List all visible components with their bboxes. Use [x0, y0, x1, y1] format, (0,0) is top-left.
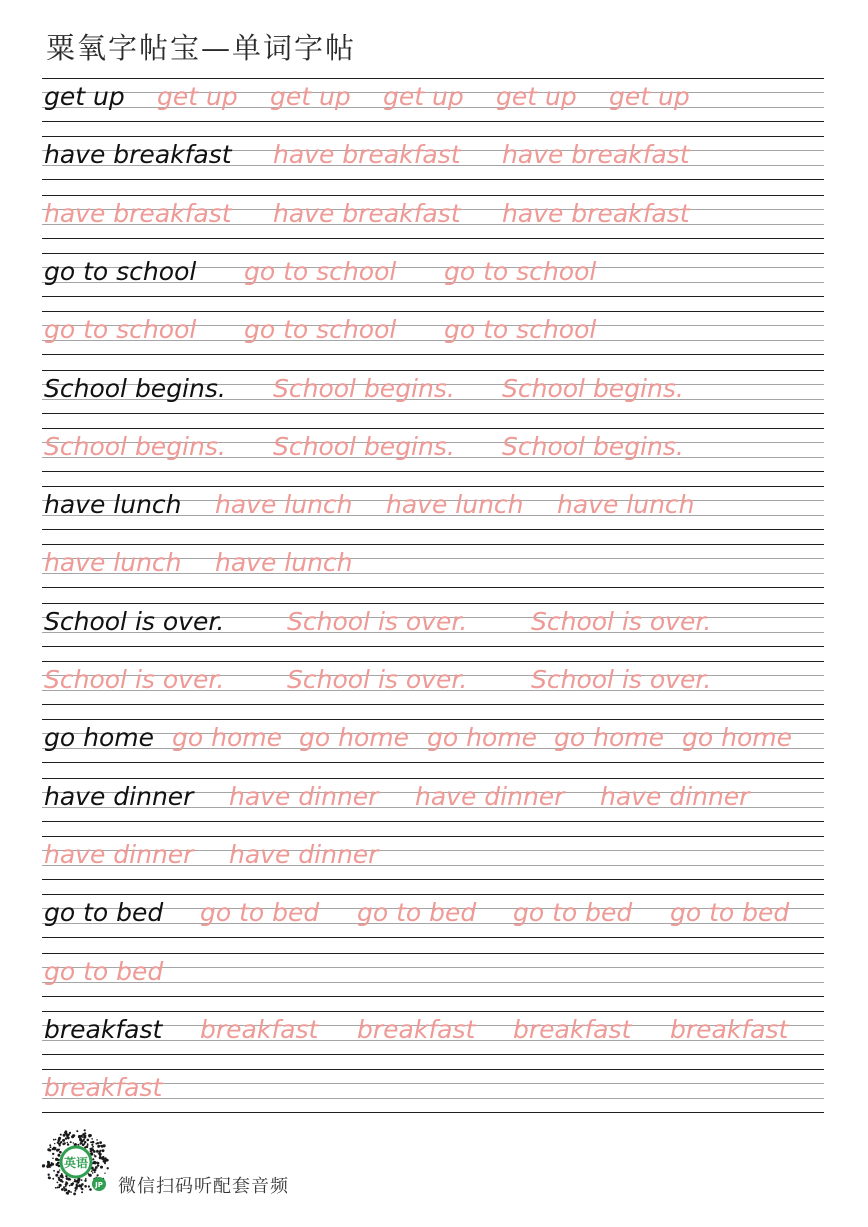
practice-row [42, 603, 824, 647]
guide-line [42, 778, 824, 779]
practice-row [42, 778, 824, 822]
qr-dot [59, 1142, 61, 1144]
practice-row [42, 370, 824, 414]
qr-dot [69, 1191, 71, 1193]
qr-dot [91, 1170, 93, 1172]
qr-dot [99, 1141, 102, 1144]
trace-phrase: go to school [244, 257, 397, 286]
qr-dot [76, 1130, 78, 1132]
qr-dot [82, 1137, 83, 1138]
qr-dot [49, 1144, 51, 1146]
qr-dot [65, 1137, 67, 1139]
qr-dot [58, 1137, 61, 1140]
guide-line [42, 354, 824, 355]
qr-dot [53, 1147, 56, 1150]
qr-dot [82, 1143, 85, 1146]
qr-dot [84, 1180, 86, 1182]
qr-dot [66, 1192, 69, 1195]
model-phrase: breakfast [44, 1015, 163, 1044]
qr-dot [94, 1171, 96, 1173]
guide-line [42, 603, 824, 604]
trace-phrase: go home [427, 723, 537, 752]
qr-dot [86, 1146, 89, 1149]
qr-dot [77, 1179, 80, 1182]
trace-phrase: breakfast [44, 1073, 163, 1102]
guide-line [42, 996, 824, 997]
trace-phrase: breakfast [200, 1015, 319, 1044]
qr-dot [97, 1162, 99, 1164]
practice-sheet [42, 0, 824, 1227]
guide-line [42, 937, 824, 938]
qr-dot [63, 1186, 65, 1188]
guide-line [42, 704, 824, 705]
practice-row [42, 1011, 824, 1055]
qr-dot [67, 1143, 69, 1145]
model-phrase: School begins. [44, 374, 226, 403]
trace-phrase: School is over. [531, 607, 712, 636]
qr-dot [53, 1139, 55, 1141]
trace-phrase: breakfast [513, 1015, 632, 1044]
qr-dot [60, 1134, 62, 1136]
trace-phrase: breakfast [670, 1015, 789, 1044]
qr-dot [53, 1178, 54, 1179]
trace-phrase: have lunch [386, 490, 524, 519]
qr-dot [74, 1190, 76, 1192]
qr-dot [90, 1141, 92, 1143]
guide-line [42, 1011, 824, 1012]
trace-phrase: get up [496, 82, 577, 111]
guide-line [42, 253, 824, 254]
guide-line [42, 370, 824, 371]
qr-dot [55, 1139, 57, 1141]
practice-row [42, 719, 824, 763]
trace-phrase: School begins. [273, 432, 455, 461]
guide-line [42, 195, 824, 196]
qr-dot [57, 1182, 59, 1184]
qr-dot [57, 1159, 59, 1161]
qr-dot [84, 1129, 86, 1131]
trace-phrase: get up [157, 82, 238, 111]
trace-phrase: have dinner [229, 782, 379, 811]
qr-dot [100, 1166, 103, 1169]
guide-line [42, 311, 824, 312]
qr-dot [54, 1143, 55, 1144]
trace-phrase: have dinner [415, 782, 565, 811]
qr-dot [104, 1162, 106, 1164]
qr-dot [64, 1188, 67, 1191]
practice-row [42, 195, 824, 239]
model-phrase: go to school [44, 257, 197, 286]
trace-phrase: go to bed [44, 957, 164, 986]
guide-line [42, 296, 824, 297]
trace-phrase: get up [270, 82, 351, 111]
qr-dot [92, 1146, 94, 1148]
guide-line [42, 413, 824, 414]
qr-dot [57, 1171, 60, 1174]
guide-line [42, 428, 824, 429]
qr-dot [58, 1187, 60, 1189]
guide-line [42, 544, 824, 545]
practice-row [42, 253, 824, 297]
practice-row [42, 836, 824, 880]
trace-phrase: have lunch [215, 548, 353, 577]
trace-phrase: go to bed [513, 898, 633, 927]
guide-line [42, 179, 824, 180]
qr-dot [89, 1188, 92, 1191]
qr-dot [64, 1132, 66, 1134]
qr-dot [50, 1146, 52, 1148]
page-title: 粟氧字帖宝—单词字帖 [46, 31, 357, 65]
qr-dot [73, 1193, 76, 1196]
trace-phrase: School begins. [502, 374, 684, 403]
qr-corner-label: JP [95, 1181, 103, 1189]
qr-dot [57, 1142, 59, 1144]
model-phrase: go to bed [44, 898, 164, 927]
guide-line [42, 836, 824, 837]
guide-line [42, 1069, 824, 1070]
model-phrase: get up [44, 82, 125, 111]
qr-dot [102, 1149, 105, 1152]
qr-dot [65, 1183, 68, 1186]
qr-dot [79, 1186, 81, 1188]
guide-line [42, 953, 824, 954]
qr-dot [59, 1144, 61, 1146]
guide-line [42, 1054, 824, 1055]
qr-dot [51, 1163, 54, 1166]
qr-dot [61, 1176, 63, 1178]
qr-dot [48, 1177, 51, 1180]
qr-dot [101, 1157, 104, 1160]
qr-dot [66, 1177, 69, 1180]
qr-dot [57, 1154, 60, 1157]
qr-dot [97, 1145, 100, 1148]
trace-phrase: have lunch [215, 490, 353, 519]
trace-phrase: go to bed [670, 898, 790, 927]
qr-dot [92, 1158, 94, 1160]
qr-dot [70, 1191, 72, 1193]
qr-dot [87, 1139, 90, 1142]
qr-dot [53, 1170, 55, 1172]
qr-dot [64, 1142, 66, 1144]
trace-phrase: School is over. [531, 665, 712, 694]
qr-dot [49, 1149, 52, 1152]
qr-dot [104, 1173, 105, 1174]
qr-dot [52, 1153, 54, 1155]
trace-phrase: go home [682, 723, 792, 752]
trace-phrase: go home [172, 723, 282, 752]
qr-dot [89, 1148, 91, 1150]
qr-dot [74, 1181, 76, 1183]
trace-phrase: School begins. [502, 432, 684, 461]
qr-dot [94, 1154, 95, 1155]
qr-dot [92, 1172, 94, 1174]
qr-dot [81, 1179, 83, 1181]
guide-line [42, 821, 824, 822]
qr-dot [101, 1145, 104, 1148]
qr-dot [72, 1182, 74, 1184]
qr-dot [91, 1152, 93, 1154]
trace-phrase: go to school [444, 315, 597, 344]
practice-row [42, 486, 824, 530]
qr-dot [58, 1149, 60, 1151]
qr-dot [93, 1150, 96, 1153]
guide-line [42, 486, 824, 487]
practice-row [42, 894, 824, 938]
qr-dot [97, 1165, 99, 1167]
trace-phrase: have breakfast [502, 199, 690, 228]
qr-dot [96, 1139, 98, 1141]
qr-dot [97, 1174, 99, 1176]
guide-line [42, 1112, 824, 1113]
qr-dot [84, 1132, 86, 1134]
qr-dot [67, 1134, 69, 1136]
trace-phrase: School begins. [273, 374, 455, 403]
qr-dot [78, 1144, 80, 1146]
model-phrase: have lunch [44, 490, 182, 519]
trace-phrase: have dinner [44, 840, 194, 869]
qr-dot [106, 1159, 109, 1162]
qr-dot [80, 1140, 83, 1143]
qr-dot [80, 1142, 82, 1144]
qr-dot [84, 1141, 86, 1143]
qr-dot [70, 1141, 72, 1143]
qr-dot [60, 1179, 63, 1182]
qr-dot [89, 1134, 92, 1137]
model-phrase: School is over. [44, 607, 225, 636]
qr-dot [59, 1151, 62, 1154]
qr-dot [84, 1185, 87, 1188]
qr-dot [107, 1167, 109, 1169]
qr-dot [69, 1132, 71, 1134]
qr-dot [97, 1142, 99, 1144]
guide-line [42, 587, 824, 588]
trace-phrase: have breakfast [44, 199, 232, 228]
practice-row [42, 78, 824, 122]
scan-instruction: 微信扫码听配套音频 [118, 1176, 289, 1197]
trace-phrase: get up [383, 82, 464, 111]
qr-dot [75, 1143, 77, 1145]
qr-dot [69, 1185, 71, 1187]
trace-phrase: go to bed [200, 898, 320, 927]
qr-dot [76, 1183, 78, 1185]
trace-phrase: go home [299, 723, 409, 752]
qr-dot [92, 1169, 94, 1171]
guide-line [42, 646, 824, 647]
qr-dot [65, 1181, 67, 1183]
trace-phrase: have breakfast [273, 140, 461, 169]
guide-line [42, 661, 824, 662]
qr-dot [61, 1188, 64, 1191]
trace-phrase: School begins. [44, 432, 226, 461]
model-phrase: have breakfast [44, 140, 232, 169]
qr-dot [98, 1151, 100, 1153]
qr-dot [96, 1150, 99, 1153]
guide-line [42, 238, 824, 239]
trace-phrase: go home [554, 723, 664, 752]
guide-line [42, 719, 824, 720]
trace-phrase: go to school [244, 315, 397, 344]
qr-dot [67, 1142, 69, 1144]
trace-phrase: go to bed [357, 898, 477, 927]
trace-phrase: have dinner [229, 840, 379, 869]
guide-line [42, 136, 824, 137]
qr-dot [91, 1138, 93, 1140]
trace-phrase: have breakfast [273, 199, 461, 228]
qr-dot [56, 1175, 57, 1176]
qr-dot [91, 1144, 93, 1146]
qr-dot [74, 1179, 76, 1181]
guide-line [42, 471, 824, 472]
trace-phrase: School is over. [287, 665, 468, 694]
practice-row [42, 661, 824, 705]
qr-dot [85, 1178, 87, 1180]
qr-dot [69, 1179, 71, 1181]
guide-line [42, 762, 824, 763]
guide-line [42, 879, 824, 880]
trace-phrase: go to school [444, 257, 597, 286]
qr-dot [48, 1174, 50, 1176]
guide-line [42, 121, 824, 122]
qr-dot [59, 1184, 62, 1187]
practice-row [42, 544, 824, 588]
trace-phrase: have lunch [557, 490, 695, 519]
qr-dot [71, 1135, 74, 1138]
qr-badge-label: 英语 [63, 1156, 89, 1170]
qr-dot [73, 1142, 74, 1143]
guide-line [42, 78, 824, 79]
qr-dot [52, 1158, 54, 1160]
qr-dot [59, 1169, 60, 1170]
qr-dot [83, 1136, 86, 1139]
trace-phrase: go to school [44, 315, 197, 344]
qr-dot [57, 1162, 59, 1164]
trace-phrase: get up [609, 82, 690, 111]
trace-phrase: School is over. [44, 665, 225, 694]
trace-phrase: have lunch [44, 548, 182, 577]
qr-dot [104, 1161, 106, 1163]
practice-row [42, 953, 824, 997]
model-phrase: have dinner [44, 782, 194, 811]
qr-dot [65, 1186, 67, 1188]
qr-code-icon[interactable] [42, 1128, 110, 1196]
qr-dot [99, 1155, 101, 1157]
qr-dot [47, 1161, 49, 1163]
guide-line [42, 529, 824, 530]
qr-dot [62, 1139, 65, 1142]
qr-dot [78, 1135, 81, 1138]
qr-code-graphic [42, 1128, 110, 1196]
trace-phrase: breakfast [357, 1015, 476, 1044]
trace-phrase: School is over. [287, 607, 468, 636]
qr-dot [88, 1185, 90, 1187]
qr-dot [49, 1167, 50, 1168]
practice-row [42, 136, 824, 180]
guide-line [42, 894, 824, 895]
model-phrase: go home [44, 723, 154, 752]
qr-dot [81, 1183, 84, 1186]
trace-phrase: have dinner [600, 782, 750, 811]
practice-row [42, 311, 824, 355]
qr-dot [81, 1191, 83, 1193]
qr-dot [94, 1163, 96, 1165]
practice-row [42, 1069, 824, 1113]
qr-dot [81, 1188, 83, 1190]
trace-phrase: have breakfast [502, 140, 690, 169]
qr-dot [55, 1187, 57, 1189]
practice-row [42, 428, 824, 472]
qr-dot [75, 1187, 78, 1190]
qr-dot [63, 1134, 66, 1137]
qr-dot [46, 1165, 49, 1168]
